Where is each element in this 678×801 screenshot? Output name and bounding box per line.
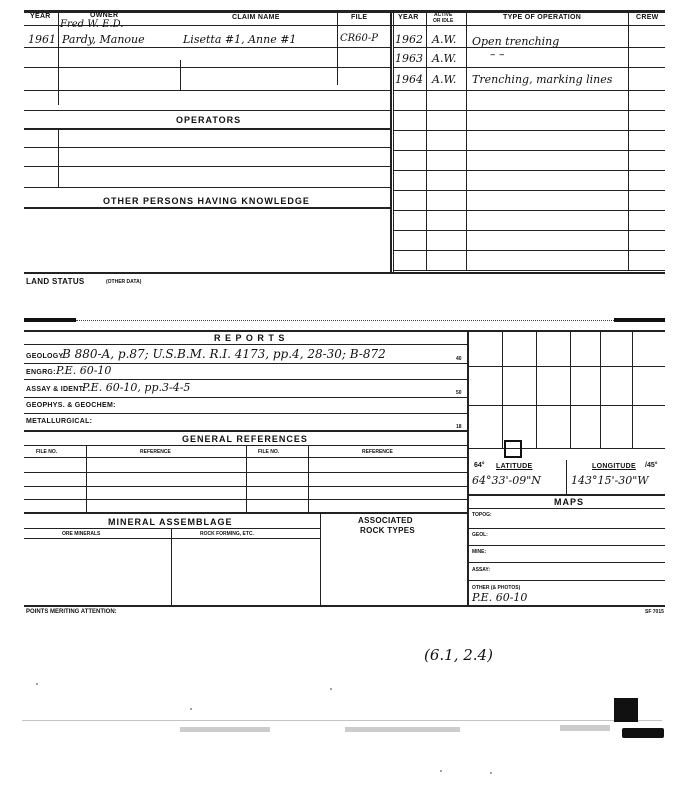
- geophys-label: GEOPHYS. & GEOCHEM:: [26, 402, 116, 409]
- header-active: ACTIVE: [434, 12, 453, 18]
- engrg-label: ENGRG:: [26, 369, 56, 376]
- associated-heading: ASSOCIATED: [358, 516, 413, 525]
- general-references-heading: GENERAL REFERENCES: [182, 434, 308, 444]
- lon-suffix: /45°: [645, 462, 658, 469]
- geology-value: B 880-A, p.87; U.S.B.M. R.I. 4173, pp.4, 28-30; B-872: [62, 347, 386, 361]
- operation-type-1: Open trenching: [472, 35, 560, 48]
- operation-type-2: – –: [490, 48, 505, 61]
- header-type-of-operation: TYPE OF OPERATION: [503, 14, 582, 21]
- rock-types-heading: ROCK TYPES: [360, 526, 416, 535]
- ref-col-file-no-2: FILE NO.: [258, 449, 280, 455]
- land-status-sub: (OTHER DATA): [106, 279, 142, 285]
- ref-col-file-no: FILE NO.: [36, 449, 58, 455]
- maps-topog: TOPOG:: [472, 512, 492, 518]
- owner-note: Fred W. E.D.: [60, 19, 124, 30]
- latitude-value: 64°33'-09"N: [472, 474, 541, 487]
- mineral-assemblage-heading: MINERAL ASSEMBLAGE: [108, 517, 233, 527]
- assay-value: P.E. 60-10, pp.3-4-5: [82, 381, 191, 394]
- claim-name: Lisetta #1, Anne #1: [183, 33, 297, 46]
- metallurgical-label: METALLURGICAL:: [26, 418, 93, 425]
- longitude-label: LONGITUDE: [592, 463, 636, 470]
- form-number: SF 7015: [645, 609, 664, 615]
- operators-heading: OPERATORS: [176, 115, 242, 125]
- maps-other: OTHER (& PHOTOS): [472, 585, 521, 591]
- header-or-idle: OR IDLE: [433, 18, 454, 24]
- owner-name: Pardy, Manoue: [62, 33, 145, 46]
- operation-year-1: 1962: [395, 33, 423, 46]
- longitude-value: 143°15'-30"W: [571, 474, 649, 487]
- other-persons-heading: OTHER PERSONS HAVING KNOWLEDGE: [103, 196, 310, 206]
- operation-year-3: 1964: [395, 73, 423, 86]
- header-year: YEAR: [30, 13, 51, 20]
- margin-number-50: 50: [456, 390, 462, 396]
- operation-year-2: 1963: [395, 52, 423, 65]
- operation-status-2: A.W.: [432, 52, 457, 65]
- engrg-value: P.E. 60-10: [56, 364, 112, 377]
- header-claim-name: CLAIM NAME: [232, 14, 280, 21]
- ref-col-reference: REFERENCE: [140, 449, 171, 455]
- maps-other-value: P.E. 60-10: [472, 591, 528, 604]
- ore-minerals-col: ORE MINERALS: [62, 531, 101, 537]
- rock-forming-col: ROCK FORMING, ETC.: [200, 531, 254, 537]
- owner-year: 1961: [28, 33, 56, 46]
- header-year-2: YEAR: [398, 14, 419, 21]
- header-owner: OWNER: [90, 12, 119, 19]
- margin-number-18: 18: [456, 424, 462, 430]
- margin-number-40: 40: [456, 356, 462, 362]
- header-crew: CREW: [636, 14, 659, 21]
- geology-label: GEOLOGY:: [26, 353, 66, 360]
- operation-status-1: A.W.: [432, 33, 457, 46]
- land-status-label: LAND STATUS: [26, 277, 85, 286]
- ref-col-reference-2: REFERENCE: [362, 449, 393, 455]
- lat-prefix: 64°: [474, 462, 485, 469]
- operation-type-3: Trenching, marking lines: [472, 73, 613, 86]
- assay-label: ASSAY & IDENT:: [26, 386, 86, 393]
- coordinates-note: (6.1, 2.4): [424, 646, 493, 664]
- operation-status-3: A.W.: [432, 73, 457, 86]
- reports-heading: R E P O R T S: [214, 333, 286, 343]
- latitude-label: LATITUDE: [496, 463, 533, 470]
- maps-assay: ASSAY:: [472, 567, 491, 573]
- maps-mine: MINE:: [472, 549, 487, 555]
- maps-heading: MAPS: [554, 497, 585, 507]
- header-file: FILE: [351, 14, 368, 21]
- file-number: CR60-P: [340, 33, 379, 44]
- points-meriting-attention: POINTS MERITING ATTENTION:: [26, 609, 117, 615]
- maps-geol: GEOL:: [472, 532, 488, 538]
- map-square-mark: [504, 440, 522, 458]
